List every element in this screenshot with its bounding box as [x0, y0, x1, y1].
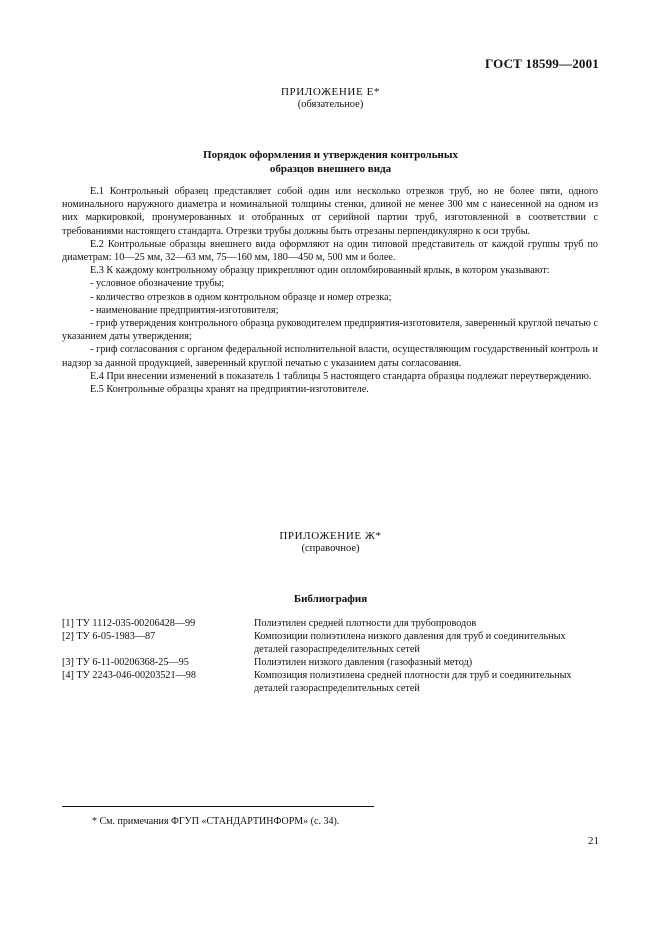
appendix-e-status: (обязательное): [297, 99, 364, 110]
appendix-zh-title: ПРИЛОЖЕНИЕ Ж*: [279, 530, 382, 542]
bibliography-desc: Полиэтилен низкого давления (газофазный метод): [254, 657, 473, 668]
footnote: * См. примечания ФГУП «СТАНДАРТИНФОРМ» (с. 34).: [92, 816, 340, 827]
bibliography-ref: [1] ТУ 1112-035-00206428—99: [62, 618, 196, 629]
bibliography-entry: [62, 617, 600, 630]
paragraph-e4: Е.4 При внесении изменений в показатель 1 таблицы 5 настоящего стандарта образцы подлежат переутверждению.: [90, 370, 592, 382]
bibliography-list: [62, 617, 600, 695]
footnote-divider: [62, 806, 374, 807]
list-item: - гриф утверждения контрольного образца руководителем предприятия-изготовителя, заверенный круглой печатью с указанием даты утверждения;: [62, 318, 598, 343]
appendix-zh-status: (справочное): [301, 543, 360, 554]
standard-header: ГОСТ 18599—2001: [484, 56, 599, 71]
bibliography-ref: [4] ТУ 2243-046-00203521—98: [62, 670, 196, 681]
list-item: - гриф согласования с органом федеральной исполнительной власти, осуществляющим государственный контроль и надзор за данной продукцией, заверенный круглой печатью с указанием даты согласования.: [62, 344, 598, 369]
bibliography-desc: Композиции полиэтилена низкого давления для труб и соединительных деталей газораспределительных сетей: [254, 631, 566, 655]
bibliography-ref: [3] ТУ 6-11-00206368-25—95: [62, 657, 189, 668]
appendix-e-body: [62, 185, 598, 396]
page-number: 21: [588, 835, 599, 847]
list-item: - условное обозначение трубы;: [90, 278, 225, 290]
bibliography-desc: Композиция полиэтилена средней плотности для труб и соединительных деталей газораспределительных сетей: [254, 670, 572, 694]
paragraph-e5: Е.5 Контрольные образцы хранят на предприятии-изготовителе.: [90, 384, 369, 396]
appendix-e-section-title-line2: образцов внешнего вида: [269, 163, 392, 175]
appendix-e-section-title-line1: Порядок оформления и утверждения контрольных: [203, 149, 458, 161]
bibliography-ref: [2] ТУ 6-05-1983—87: [62, 631, 156, 642]
bibliography-entry: [62, 669, 600, 695]
bibliography-desc: Полиэтилен средней плотности для трубопроводов: [254, 618, 477, 629]
list-item: - количество отрезков в одном контрольном образце и номер отрезка;: [90, 291, 392, 303]
paragraph-e2: Е.2 Контрольные образцы внешнего вида оформляют на один типовой представитель от каждой группы труб по диаметрам: 10—25 мм, 32—63 мм, 75—160 мм, 180—450 м, 500 мм и более.: [62, 238, 598, 264]
bibliography-entry: [62, 656, 600, 669]
appendix-e-title: ПРИЛОЖЕНИЕ Е*: [280, 86, 381, 98]
bibliography-entry: [62, 630, 600, 656]
list-item: - наименование предприятия-изготовителя;: [90, 304, 279, 316]
paragraph-e3: Е.3 К каждому контрольному образцу прикрепляют один опломбированный ярлык, в котором указывают:: [90, 265, 550, 277]
bibliography-title: Библиография: [293, 593, 368, 605]
paragraph-e1: Е.1 Контрольный образец представляет собой один или несколько отрезков труб, но не более пяти, одного номинального наружного диаметра и номинальной толщины стенки, длиной не менее 300 мм с нанесенной на одном из них маркировкой, пронумерованных и отобранных от серийной партии труб, изготовленной в соответствии с требованиями настоящего стандарта. Отрезки трубы должны быть отрезаны перпендикулярно к оси трубы.: [62, 186, 598, 237]
